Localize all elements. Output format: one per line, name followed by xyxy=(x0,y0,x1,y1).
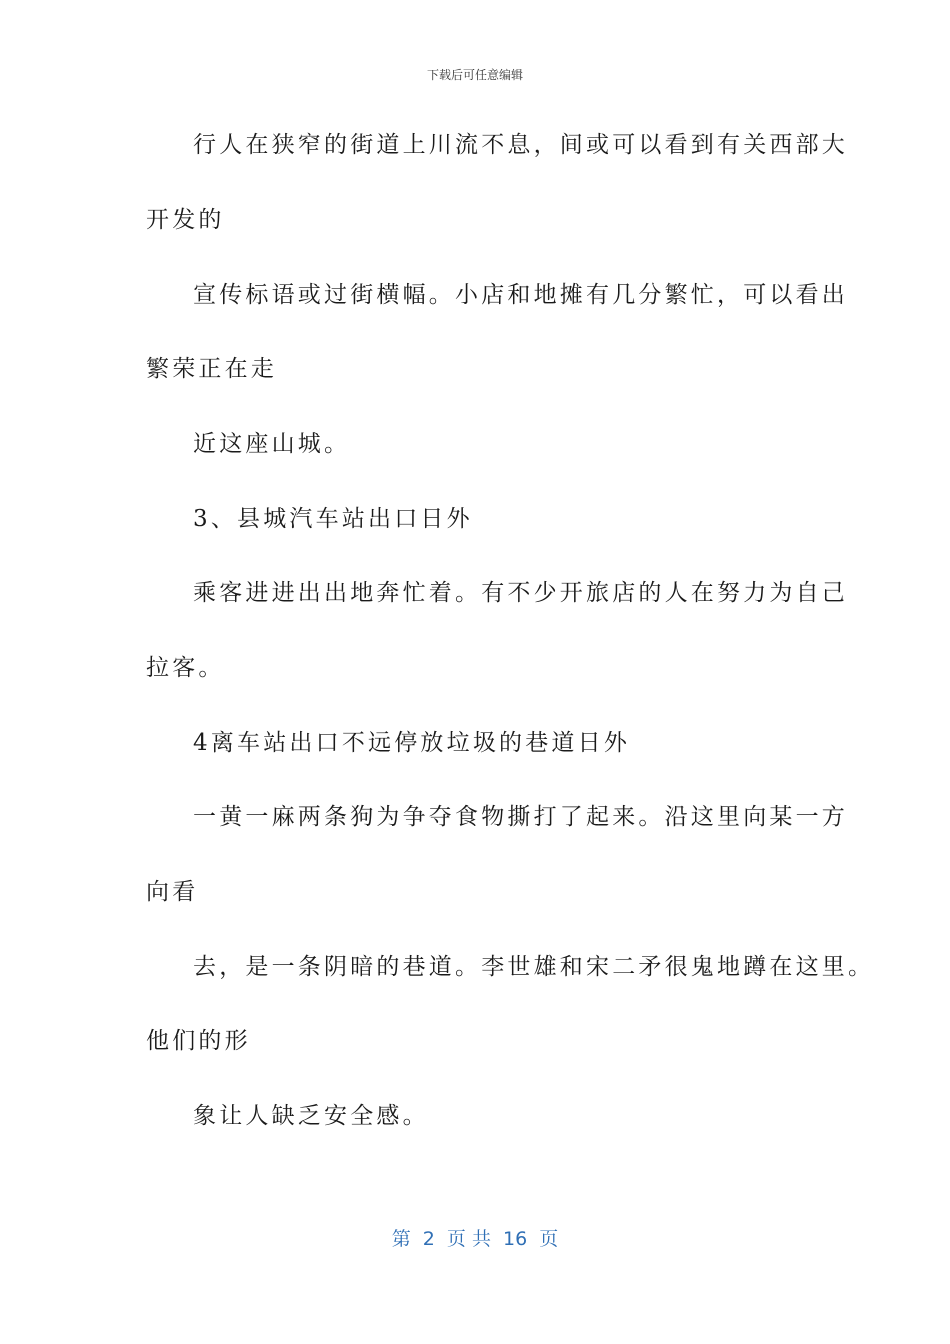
body-line: 3、县城汽车站出口日外 xyxy=(193,506,473,532)
body-line: 4离车站出口不远停放垃圾的巷道日外 xyxy=(193,730,631,756)
body-line: 繁荣正在走 xyxy=(146,356,277,382)
body-line: 去，是一条阴暗的巷道。李世雄和宋二矛很鬼地蹲在这里。 xyxy=(193,954,875,980)
page-number: 第 2 页 共 16 页 xyxy=(391,1228,559,1250)
body-line: 一黄一麻两条狗为争夺食物撕打了起来。沿这里向某一方 xyxy=(193,804,848,830)
body-line: 他们的形 xyxy=(146,1028,251,1054)
body-line: 象让人缺乏安全感。 xyxy=(193,1103,429,1129)
body-line: 向看 xyxy=(146,879,199,905)
body-line: 开发的 xyxy=(146,207,225,233)
body-line: 行人在狭窄的街道上川流不息，间或可以看到有关西部大 xyxy=(193,132,848,158)
header-note: 下载后可任意编辑 xyxy=(426,68,523,82)
body-line: 乘客进进出出地奔忙着。有不少开旅店的人在努力为自己 xyxy=(193,580,848,606)
body-line: 宣传标语或过街横幅。小店和地摊有几分繁忙，可以看出 xyxy=(193,282,848,308)
body-line: 近这座山城。 xyxy=(193,431,351,457)
body-line: 拉客。 xyxy=(146,655,225,681)
